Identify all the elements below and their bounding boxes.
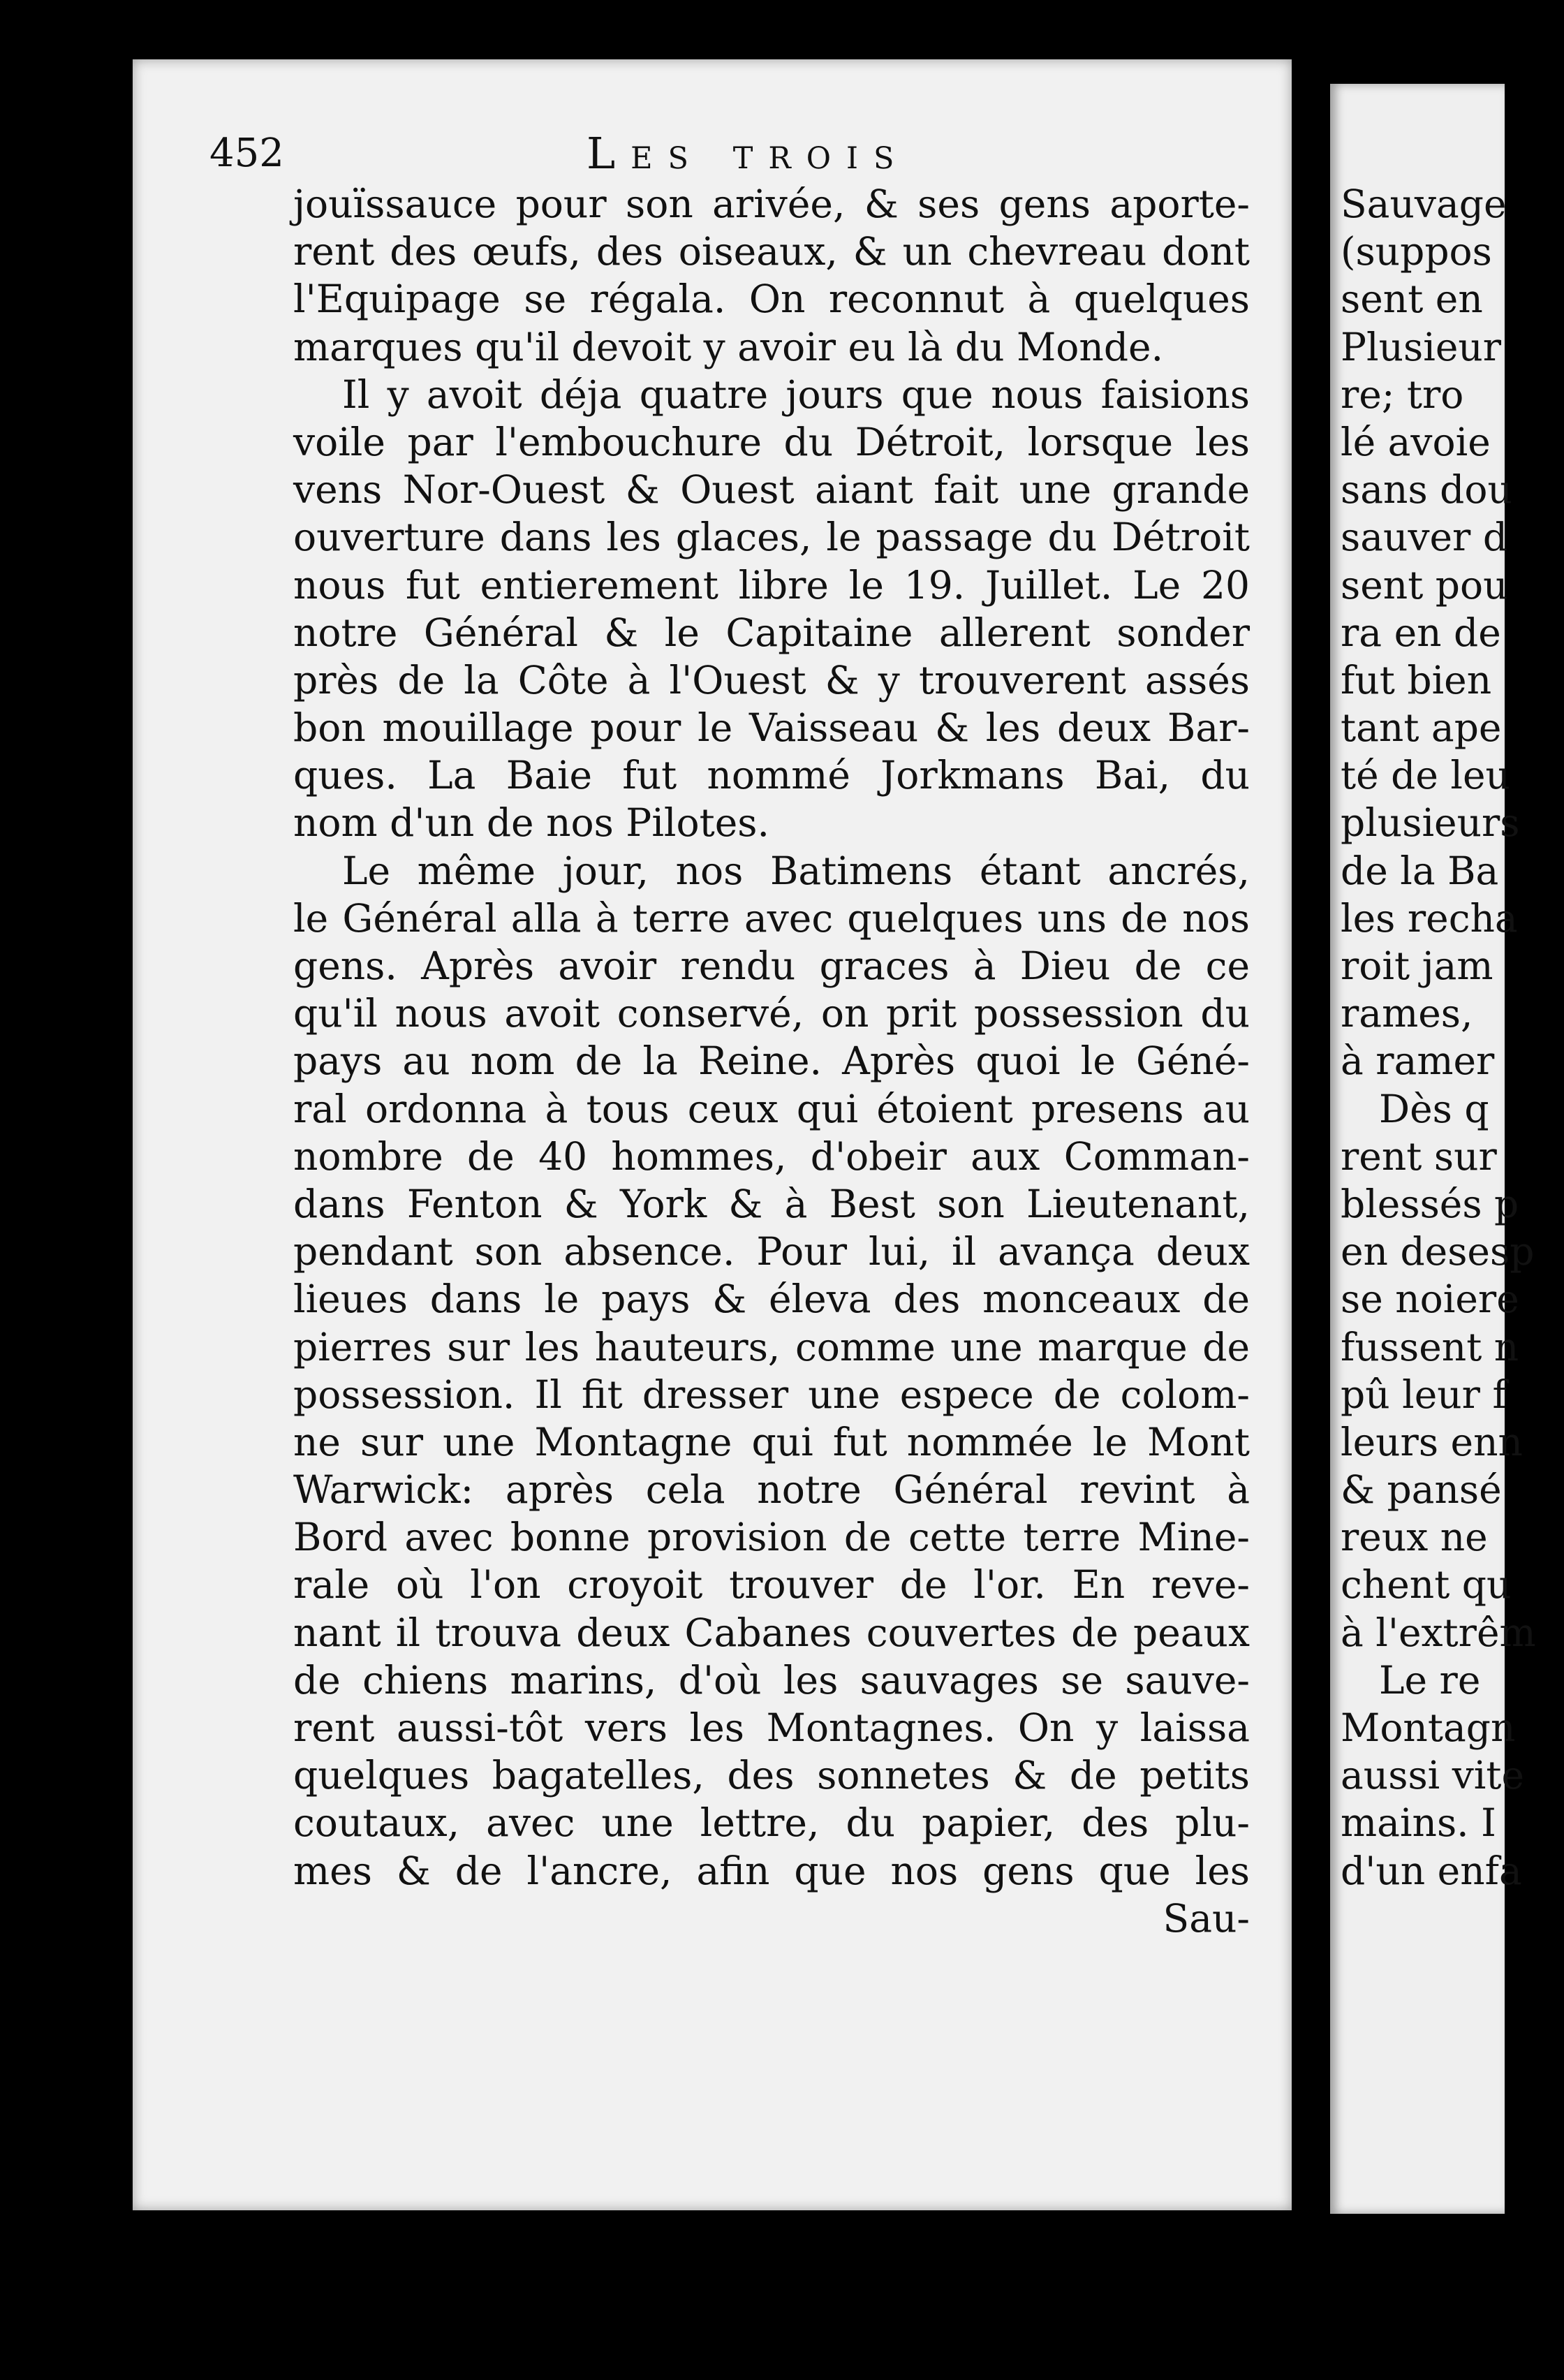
text-line: vens Nor-Ouest & Ouest aiant fait une grande [293,467,1250,513]
text-line: en desesp [1341,1229,1535,1275]
text-line: aussi vite [1341,1753,1525,1798]
text-line: marques qu'il devoit y avoir eu là du Monde. [293,324,1164,369]
text-line: pendant son absence. Pour lui, il avança deux [293,1229,1250,1275]
text-line: ques. La Baie fut nommé Jorkmans Bai, du [293,753,1250,798]
text-line: pays au nom de la Reine. Après quoi le Géné- [293,1038,1250,1084]
text-line: qu'il nous avoit conservé, on prit possession du [293,991,1250,1036]
text-line: Sauvage [1341,182,1507,226]
text-line: gens. Après avoir rendu graces à Dieu de ce [293,943,1250,988]
text-line: lé avoie [1341,419,1491,464]
text-line: nous fut entierement libre le 19. Juillet. Le 20 [293,562,1250,608]
left-page-text [293,180,1250,1942]
text-line: blessés p [1341,1181,1519,1226]
text-line: chent qu [1341,1562,1512,1608]
text-line: sent pou [1341,562,1508,608]
text-line: re; tro [1341,372,1464,417]
text-line: rent aussi-tôt vers les Montagnes. On y laissa [293,1705,1250,1750]
text-line: de la Ba [1341,848,1499,893]
text-line: fussent n [1341,1324,1519,1369]
text-line: tant ape [1341,705,1502,751]
text-line: près de la Côte à l'Ouest & y trouverent assés [293,657,1250,703]
text-line: mes & de l'ancre, afin que nos gens que les [293,1848,1250,1893]
text-line: Dès q [1379,1086,1489,1131]
text-line: pû leur f [1341,1372,1507,1417]
text-line: rent sur [1341,1133,1497,1179]
text-line: l'Equipage se régala. On reconnut à quelques [293,277,1250,322]
text-line: rames, [1341,991,1473,1036]
text-line: té de leu [1341,753,1510,798]
text-line: sans dou [1341,467,1512,513]
right-page-text [1341,180,1564,1895]
text-line: de chiens marins, d'où les sauvages se sauve- [293,1657,1250,1703]
text-line: sent en [1341,277,1483,322]
text-line: ral ordonna à tous ceux qui étoient presens au [293,1086,1250,1131]
text-line: plusieurs [1341,800,1520,846]
text-line: Montagn [1341,1705,1516,1750]
text-line: mains. I [1341,1800,1496,1846]
text-line: & pansé [1341,1467,1502,1513]
text-line: Warwick: après cela notre Général revint à [293,1467,1250,1513]
page-number: 452 [209,131,284,176]
text-line: coutaux, avec une lettre, du papier, des plu- [293,1800,1250,1846]
text-line: ra en de [1341,610,1501,655]
running-head: Les trois [586,128,910,179]
text-line: Plusieur [1341,324,1502,369]
text-line: voile par l'embouchure du Détroit, lorsque les [293,419,1250,464]
text-line: pierres sur les hauteurs, comme une marque de [293,1324,1250,1369]
text-line: bon mouillage pour le Vaisseau & les deux Bar- [293,705,1250,751]
text-line: Le re [1379,1657,1481,1703]
text-line: notre Général & le Capitaine allerent sonder [293,610,1250,655]
text-line: dans Fenton & York & à Best son Lieutenant, [293,1181,1250,1226]
text-line: nombre de 40 hommes, d'obeir aux Comman- [293,1133,1250,1179]
text-line: quelques bagatelles, des sonnetes & de petits [293,1753,1250,1798]
text-line: les recha [1341,895,1518,941]
text-line: le Général alla à terre avec quelques uns de nos [293,895,1250,941]
text-line: roit jam [1341,943,1493,988]
text-line: ne sur une Montagne qui fut nommée le Mont [293,1419,1250,1464]
text-line: Il y avoit déja quatre jours que nous faisions [342,372,1250,417]
text-line: nant il trouva deux Cabanes couvertes de peaux [293,1610,1250,1655]
text-line: Bord avec bonne provision de cette terre Mine- [293,1515,1250,1560]
text-line: rent des œufs, des oiseaux, & un chevreau dont [293,229,1250,274]
text-line: rale où l'on croyoit trouver de l'or. En reve- [293,1562,1250,1608]
text-line: sauver d [1341,515,1508,560]
text-line: à l'extrêm [1341,1610,1536,1655]
text-line: leurs enn [1341,1419,1523,1464]
text-line: Le même jour, nos Batimens étant ancrés, [342,848,1250,893]
catchword: Sau- [1163,1895,1250,1941]
text-line: ouverture dans les glaces, le passage du Détroit [293,515,1250,560]
text-line: à ramer [1341,1038,1495,1084]
text-line: reux ne [1341,1515,1488,1560]
text-line: jouïssauce pour son arivée, & ses gens aporte- [293,182,1250,226]
text-line: nom d'un de nos Pilotes. [293,800,769,846]
text-line: lieues dans le pays & éleva des monceaux de [293,1277,1250,1322]
text-line: se noiere [1341,1277,1519,1322]
text-line: d'un enfa [1341,1848,1522,1893]
text-line: possession. Il fit dresser une espece de colom- [293,1372,1250,1417]
text-line: (suppos [1341,229,1492,274]
text-line: fut bien [1341,657,1492,703]
